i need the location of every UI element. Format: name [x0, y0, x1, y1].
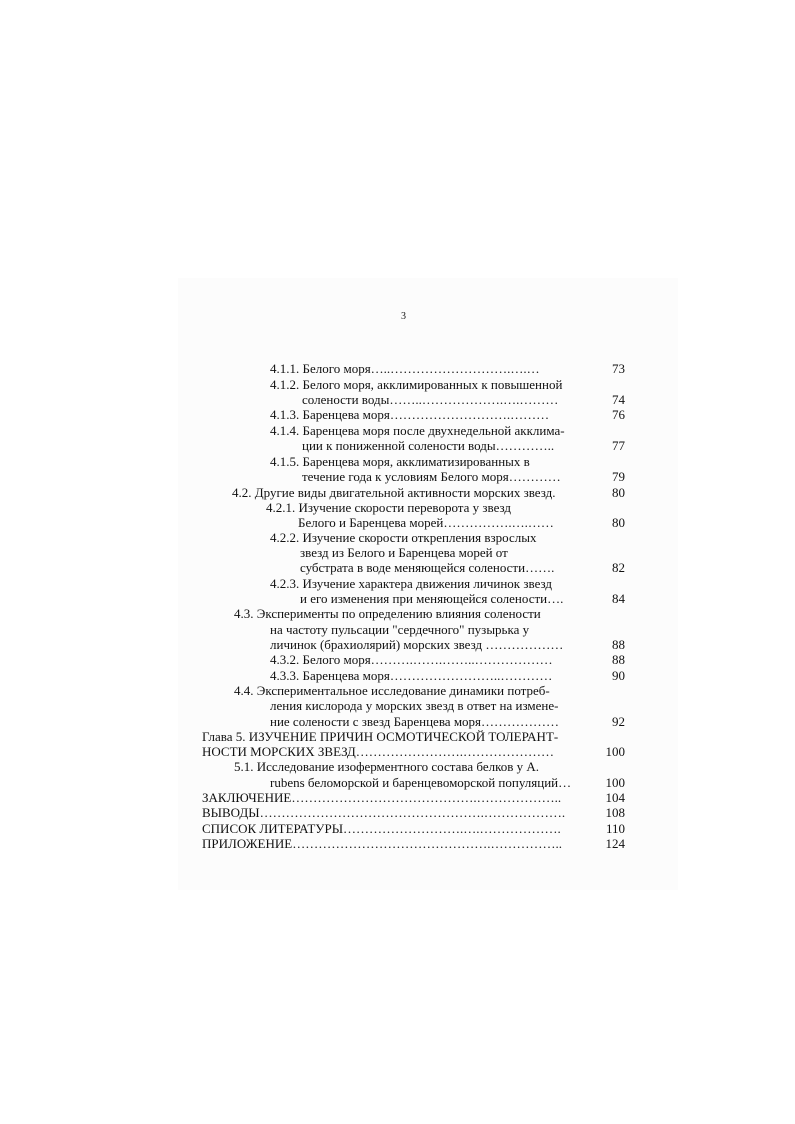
toc-entry-4-4-page: 92	[612, 714, 625, 729]
toc-entry-chapter-5-line-2: НОСТИ МОРСКИХ ЗВЕЗД…………………….…………………	[202, 744, 555, 759]
toc-entry-findings-page: 108	[605, 805, 625, 820]
toc-entry-4-1-4-page: 77	[612, 438, 625, 453]
toc-entry-4-3-3-page: 90	[612, 668, 625, 683]
toc-entry-4-2-3-line-1: 4.2.3. Изучение характера движения личинок звезд	[270, 576, 553, 591]
toc-entry-4-1-3-line-1: 4.1.3. Баренцева моря……………………….………	[270, 407, 550, 422]
toc-entry-4-4-line-3: ние солености с звезд Баренцева моря………………	[270, 714, 560, 729]
page-number: 3	[401, 311, 406, 322]
toc-entry-4-2-3-page: 84	[612, 591, 625, 606]
toc-entry-4-2-1-line-1: 4.2.1. Изучение скорости переворота у звезд	[266, 500, 512, 515]
toc-entry-4-4-line-1: 4.4. Экспериментальное исследование динамики потреб-	[234, 683, 550, 698]
toc-entry-4-2-2-line-2: звезд из Белого и Баренцева морей от	[300, 545, 508, 560]
toc-entry-4-1-1-page: 73	[612, 361, 625, 376]
toc-entry-4-2-2-line-1: 4.2.2. Изучение скорости открепления взрослых	[270, 530, 537, 545]
toc-entry-chapter-5-line-1: Глава 5. ИЗУЧЕНИЕ ПРИЧИН ОСМОТИЧЕСКОЙ ТОЛЕРАНТ-	[202, 729, 559, 744]
toc-entry-4-1-5-line-1: 4.1.5. Баренцева моря, акклиматизированных в	[270, 454, 530, 469]
toc-entry-4-4-line-2: ления кислорода у морских звезд в ответ на измене-	[270, 698, 559, 713]
toc-entry-conclusion-page: 104	[605, 790, 625, 805]
toc-entry-4-1-3-page: 76	[612, 407, 625, 422]
toc-entry-chapter-5-page: 100	[605, 744, 625, 759]
toc-entry-4-3-page: 88	[612, 637, 625, 652]
toc-entry-references-page: 110	[605, 821, 625, 836]
toc-entry-5-1-line-2: rubens беломорской и баренцевоморской популяций…	[270, 775, 572, 790]
toc-entry-4-1-5-page: 79	[612, 469, 625, 484]
toc-entry-4-3-line-3: личинок (брахиолярий) морских звезд ………………	[270, 637, 564, 652]
toc-entry-appendix: ПРИЛОЖЕНИЕ……………………………………….……………..	[202, 836, 562, 851]
toc-entry-5-1-page: 100	[605, 775, 625, 790]
toc-entry-4-2-1-line-2: Белого и Баренцева морей…………….….……	[298, 515, 554, 530]
toc-entry-4-2-1-page: 80	[612, 515, 625, 530]
toc-entry-appendix-page: 124	[605, 836, 625, 851]
toc-entry-4-2-line-1: 4.2. Другие виды двигательной активности морских звезд.	[232, 485, 556, 500]
toc-entry-4-1-1-line-1: 4.1.1. Белого моря…..……………………….….…	[270, 361, 540, 376]
toc-entry-4-1-4-line-2: ции к пониженной солености воды…………..	[302, 438, 555, 453]
toc-entry-4-1-2-line-2: солености воды……..……………….….………	[302, 392, 559, 407]
toc-entry-4-3-2-page: 88	[612, 652, 625, 667]
toc-entry-4-1-2-line-1: 4.1.2. Белого моря, акклимированных к повышенной	[270, 377, 563, 392]
toc-entry-4-2-page: 80	[612, 485, 625, 500]
toc-entry-4-1-5-line-2: течение года к условиям Белого моря…………	[302, 469, 561, 484]
toc-entry-4-3-3-line-1: 4.3.3. Баренцева моря……………………..…………	[270, 668, 553, 683]
toc-entry-4-3-2-line-1: 4.3.2. Белого моря……….…….……..………………	[270, 652, 553, 667]
toc-entry-5-1-line-1: 5.1. Исследование изоферментного состава белков у А.	[234, 759, 540, 774]
toc-entry-findings: ВЫВОДЫ…………………………………………….……………….	[202, 805, 566, 820]
toc-entry-4-1-2-page: 74	[612, 392, 625, 407]
toc-entry-4-2-3-line-2: и его изменения при меняющейся солености….	[300, 591, 564, 606]
toc-entry-conclusion: ЗАКЛЮЧЕНИЕ…………………………………….………………..	[202, 790, 562, 805]
toc-entry-4-3-line-2: на частоту пульсации "сердечного" пузырька у	[270, 622, 530, 637]
toc-entry-4-2-2-line-3: субстрата в воде меняющейся солености…….	[300, 560, 555, 575]
toc-entry-4-2-2-page: 82	[612, 560, 625, 575]
toc-entry-4-1-4-line-1: 4.1.4. Баренцева моря после двухнедельной акклима-	[270, 423, 565, 438]
toc-entry-4-3-line-1: 4.3. Эксперименты по определению влияния солености	[234, 606, 541, 621]
toc-entry-references: СПИСОК ЛИТЕРАТУРЫ……………………….….……………….	[202, 821, 561, 836]
